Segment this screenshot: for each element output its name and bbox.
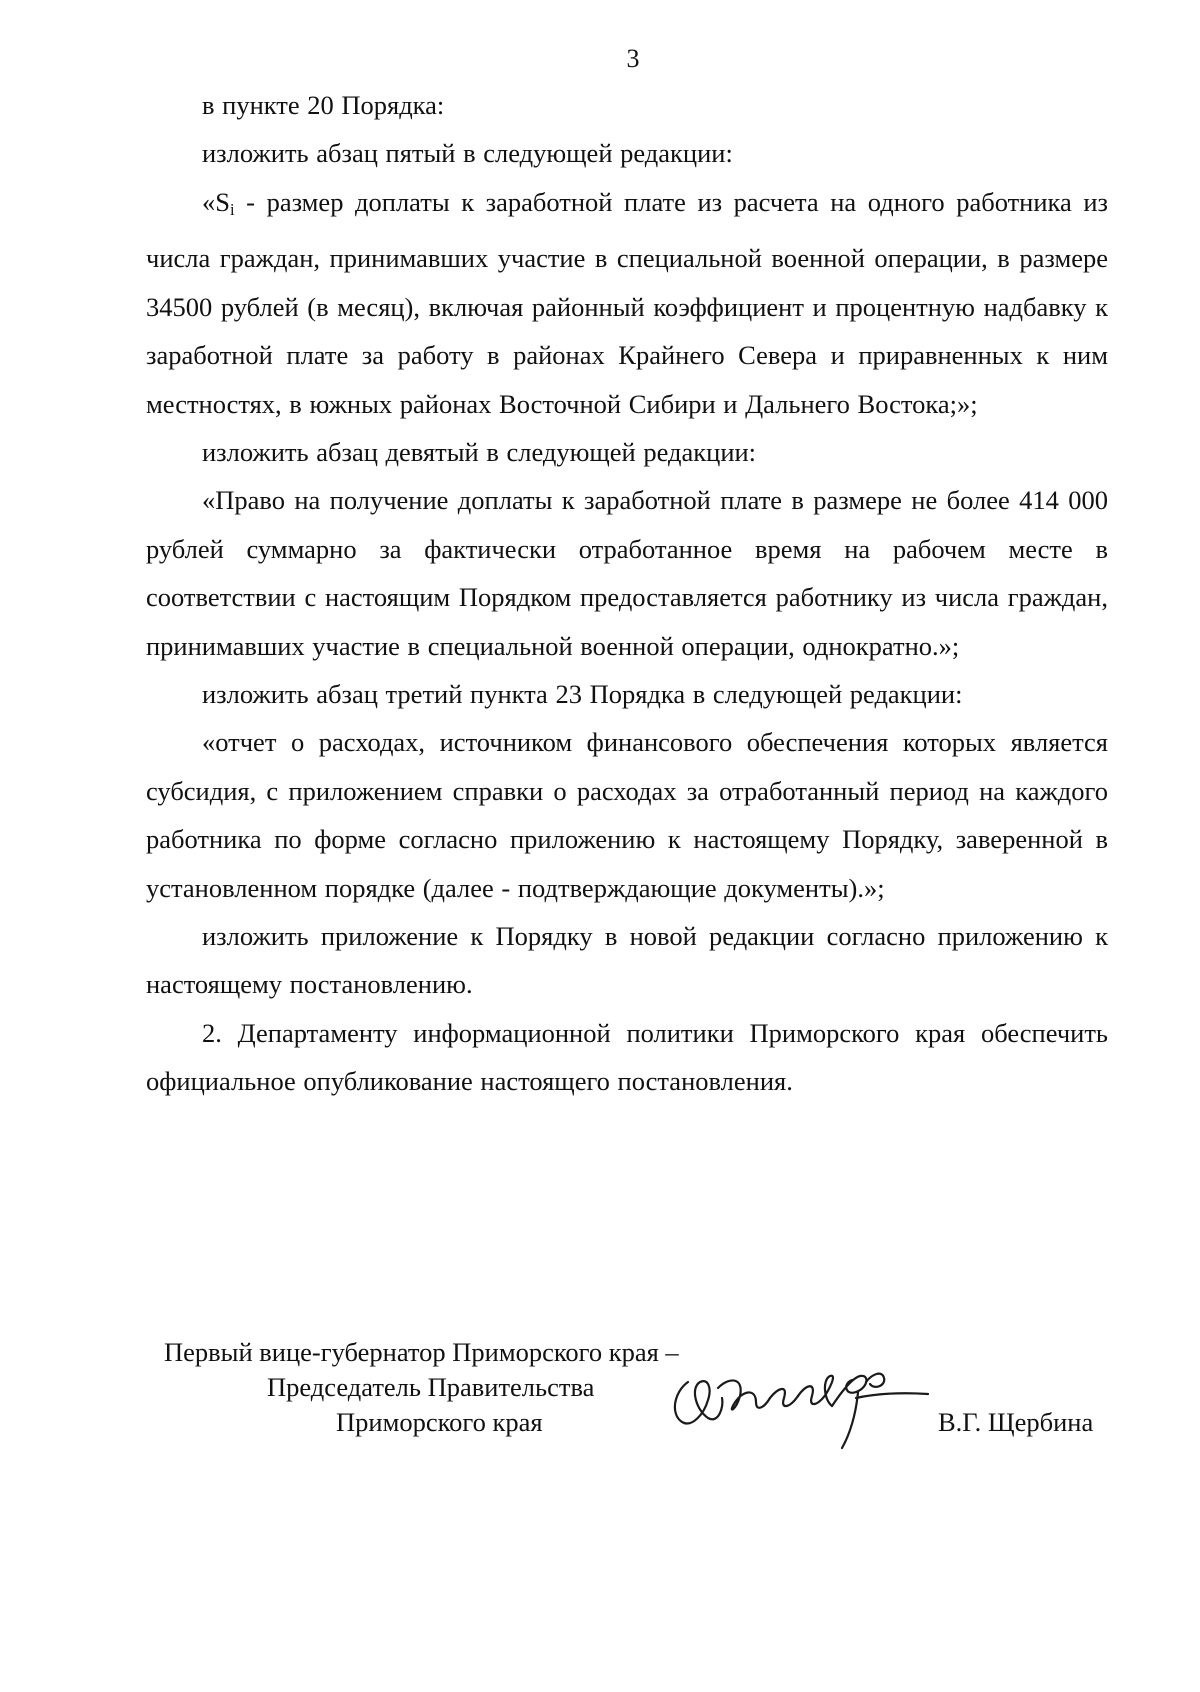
signatory-title-line-3: Приморского края [336, 1407, 543, 1437]
signatory-title-line-1: Первый вице-губернатор Приморского края – [164, 1337, 679, 1367]
paragraph-expense-report: «отчет о расходах, источником финансового обеспечения которых является субсидия, с приложением справки о расходах за отработанный период на каждого работника по форме согласно приложению к настоящему Порядку, заверенной в установленном порядке (далее - подтверждающие документы).»; [146, 727, 1108, 903]
page-number: 3 [626, 44, 640, 73]
paragraph-instruction-point-23: изложить абзац третий пункта 23 Порядка в следующей редакции: [202, 678, 963, 709]
paragraph-point-2-publication: 2. Департаменту информационной политики Приморского края обеспечить официальное опубликование настоящего постановления. [146, 1017, 1108, 1097]
paragraph-right-to-payment: «Право на получение доплаты к заработной плате в размере не более 414 000 рублей суммарно за фактически отработанное время на рабочем месте в соответствии с настоящим Порядком предоставляется работнику из числа граждан, принимавших участие в специальной военной операции, однократно.»; [146, 485, 1108, 661]
paragraph-appendix: изложить приложение к Порядку в новой редакции согласно приложению к настоящему постановлению. [146, 921, 1108, 1000]
signatory-title-line-2: Председатель Правительства [267, 1372, 595, 1402]
handwritten-signature [660, 1348, 930, 1458]
paragraph-point-20: в пункте 20 Порядка: [202, 90, 445, 120]
paragraph-instruction-ninth: изложить абзац девятый в следующей редакции: [202, 436, 757, 467]
paragraph-formula-definition [146, 178, 1108, 428]
paragraph-instruction-fifth: изложить абзац пятый в следующей редакции: [202, 138, 733, 169]
document-body [146, 81, 1108, 1106]
formula-symbol: «$S_i$ - [202, 186, 267, 219]
signer-name: В.Г. Щербина [938, 1407, 1094, 1437]
formula-definition-text: размер доплаты к заработной плате из расчета на одного работника из числа граждан, принимавших участие в специальной военной операции, в размере 34500 рублей (в месяц), включая районный коэффициент и процентную надбавку к заработной плате за работу в районах Крайнего Севера и приравненных к ним местностях, в южных районах Восточной Сибири и Дальнего Востока;»; [146, 186, 1109, 419]
signatory-title-block [146, 1335, 746, 1440]
